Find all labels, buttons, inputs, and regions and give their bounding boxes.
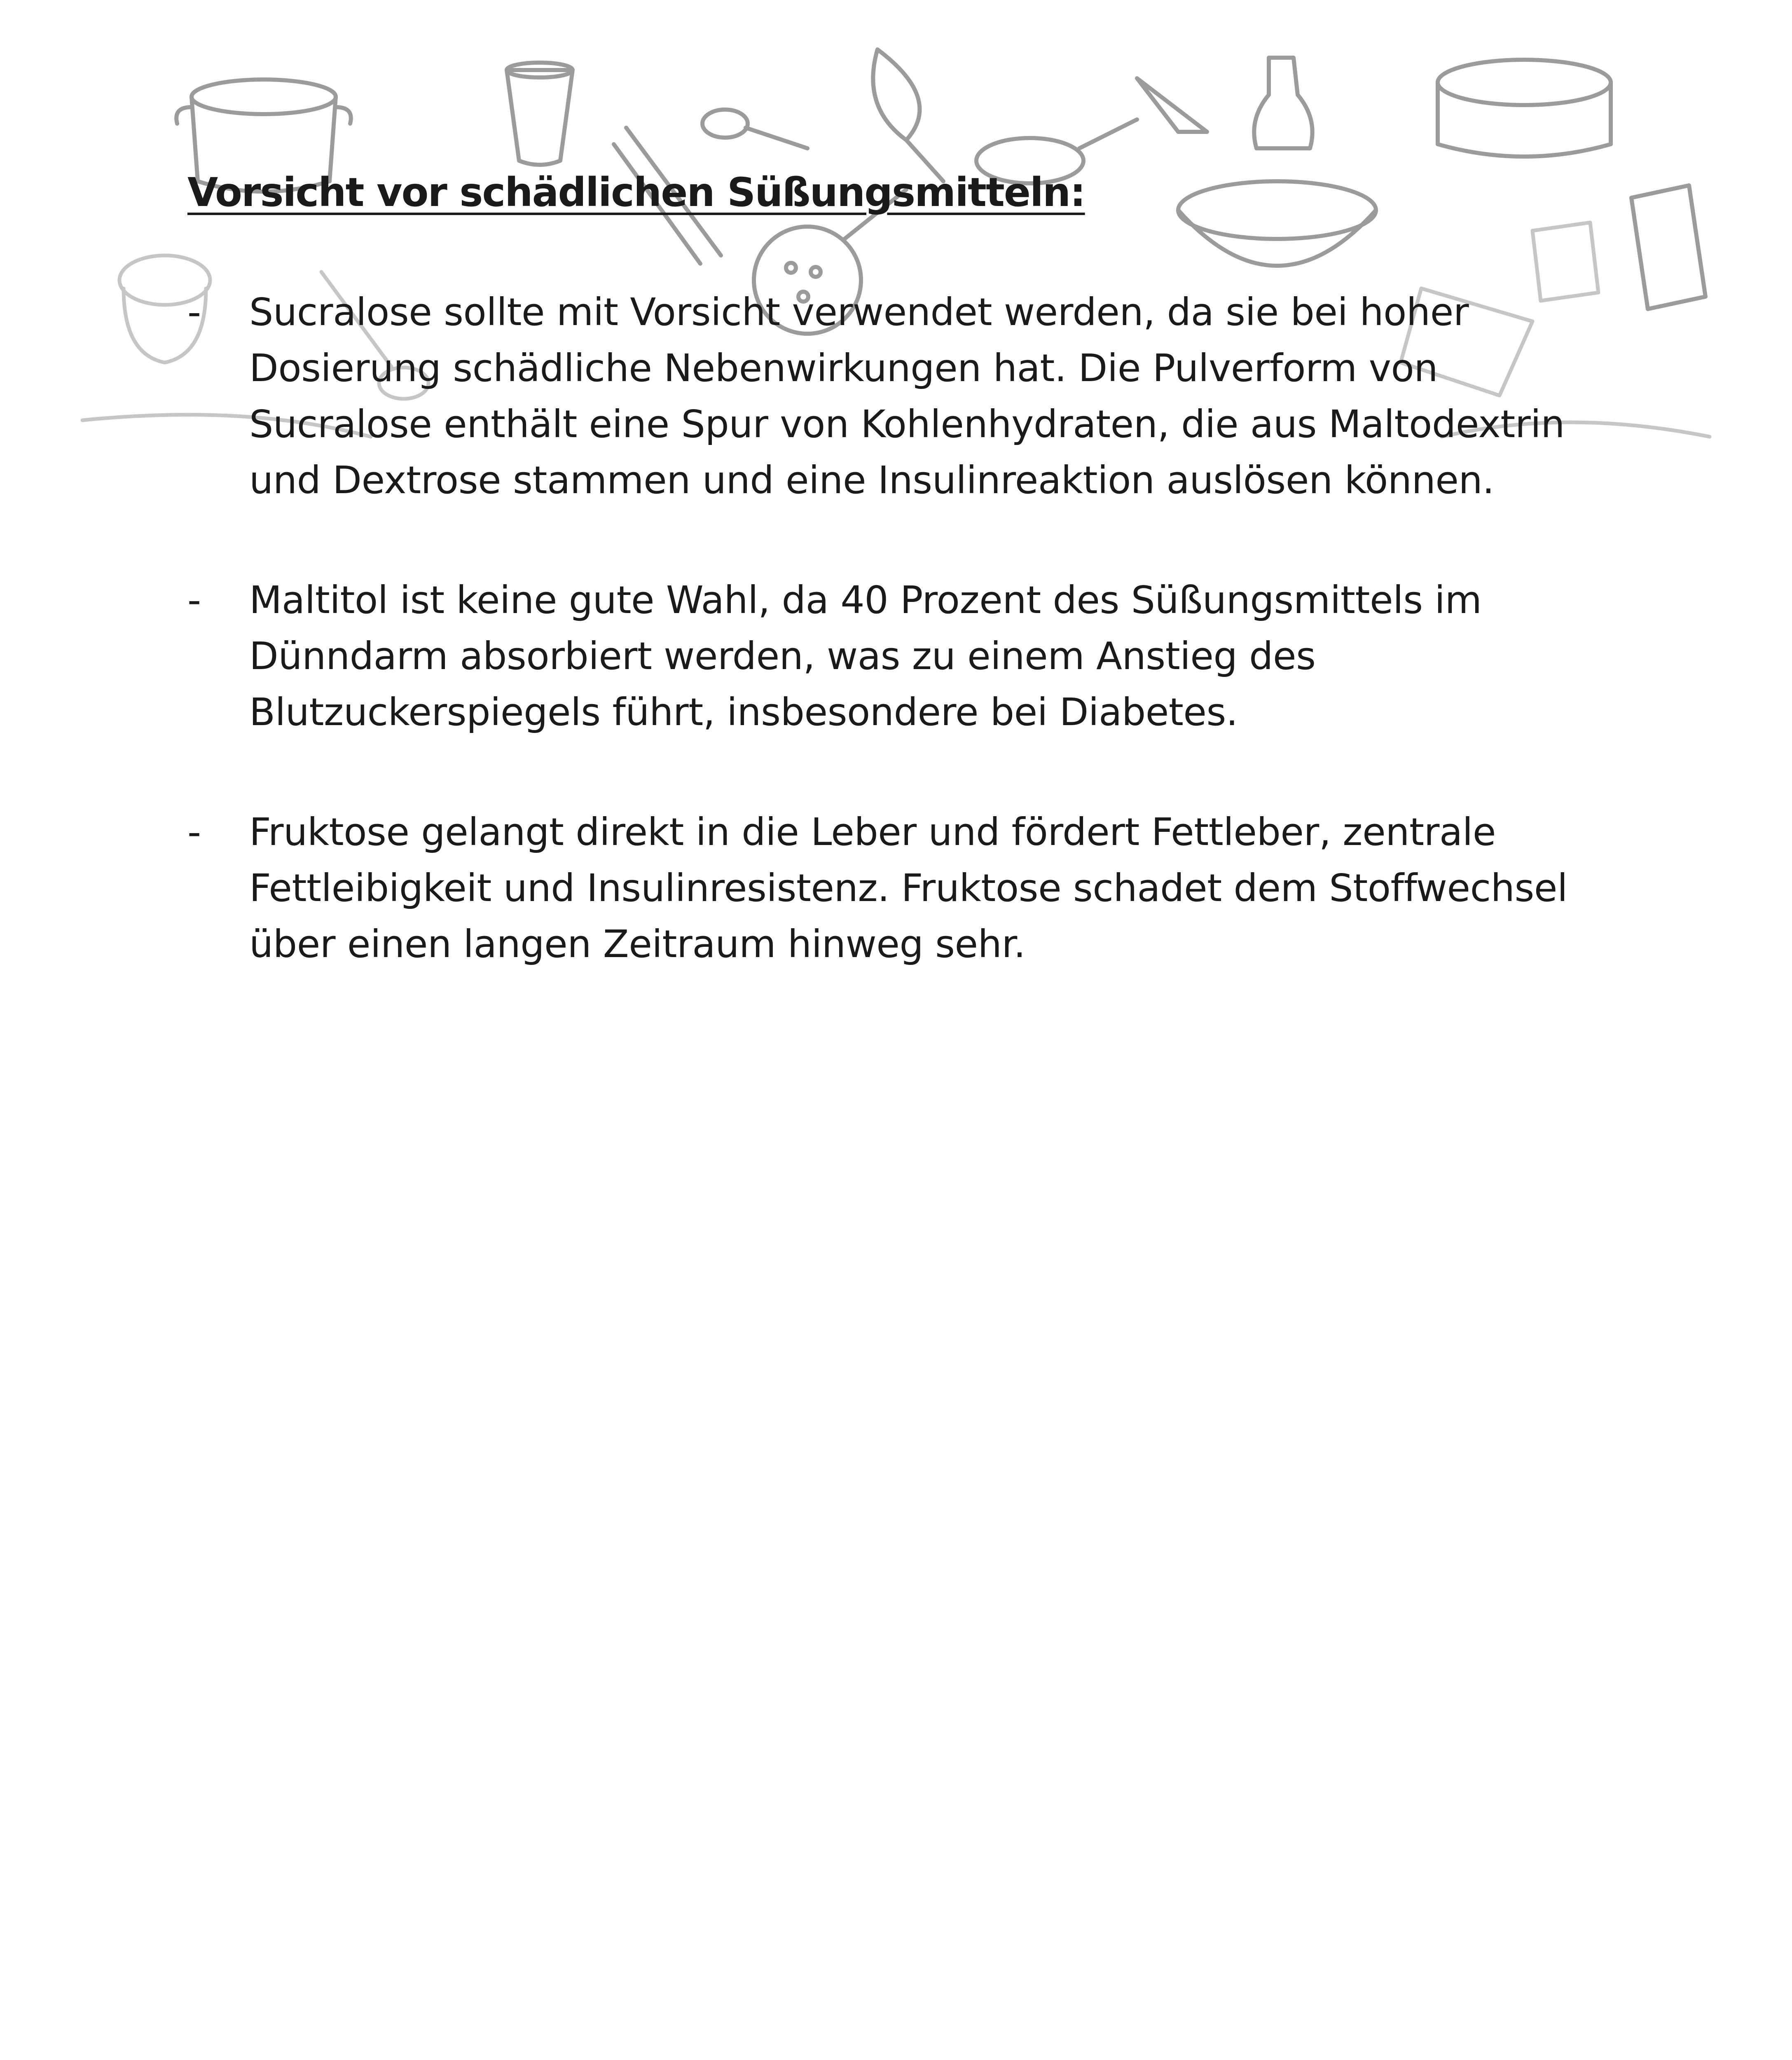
list-item-text: Fruktose gelangt direkt in die Leber und fördert Fettleber, zentrale Fettleibigkeit und Insulinresistenz. Fruktose schadet dem Stoffwechsel über einen langen Zeitraum hinweg sehr. xyxy=(249,810,1568,966)
whisk-icon xyxy=(873,49,943,181)
knife-icon xyxy=(1137,78,1207,132)
list-item xyxy=(187,804,1588,972)
bullet-dash: - xyxy=(187,578,201,622)
list-item xyxy=(187,284,1588,508)
list-item-text: Sucralose sollte mit Vorsicht verwendet werden, da sie bei hoher Dosierung schädliche Nebenwirkungen hat. Die Pulverform von Sucralose enthält eine Spur von Kohlenhydraten, die aus Maltodextrin und Dextrose stammen und eine Insulinreaktion auslösen können. xyxy=(249,290,1565,502)
glass-icon xyxy=(507,63,573,165)
grater-icon xyxy=(1631,185,1705,309)
bowl-icon xyxy=(1178,181,1376,266)
list-item xyxy=(187,572,1588,740)
carafe-icon xyxy=(1254,58,1312,148)
section-heading: Vorsicht vor schädlichen Süßungsmitteln: xyxy=(187,169,1085,215)
bullet-dash: - xyxy=(187,810,201,854)
spoon-icon xyxy=(702,110,807,148)
sweetener-warning-list xyxy=(187,284,1588,1036)
bullet-dash: - xyxy=(187,290,201,334)
cake-ring-icon xyxy=(1438,60,1611,157)
list-item-text: Maltitol ist keine gute Wahl, da 40 Prozent des Süßungsmittels im Dünndarm absorbiert werden, was zu einem Anstieg des Blutzuckerspiegels führt, insbesondere bei Diabetes. xyxy=(249,578,1482,734)
